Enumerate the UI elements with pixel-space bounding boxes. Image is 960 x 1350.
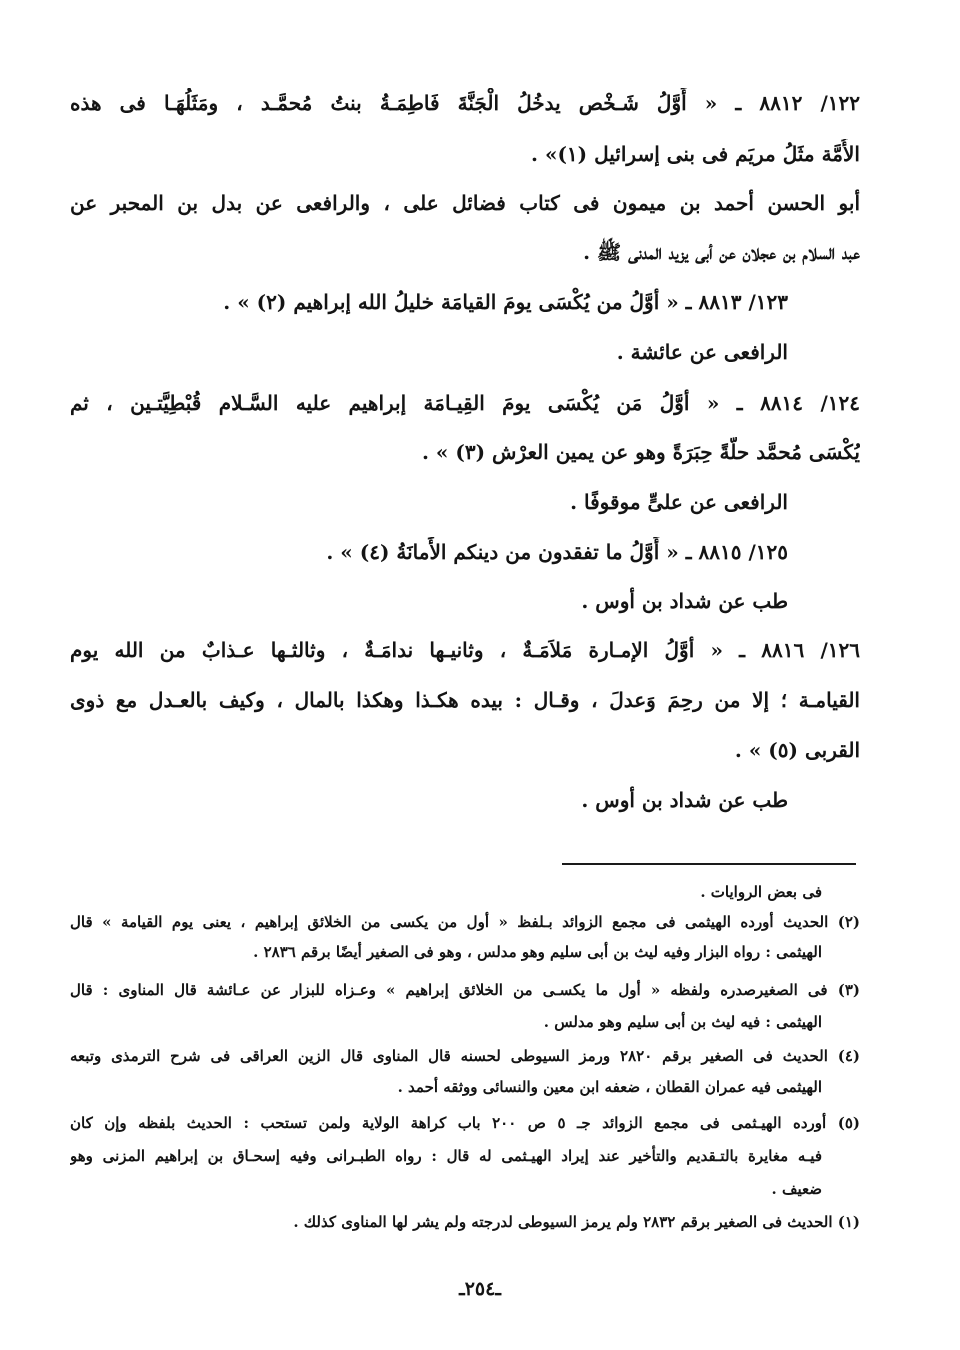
footnote-3-line-2: الهيثمى : فيه ليث بن أبى سليم وهو مدلس . (543, 1013, 822, 1031)
footnote-1: (١) الحديث فى الصغير برقم ٢٨٣٢ ولم يرمز السيوطى لدرجته ولم يشر لها المناوى كذلك . (293, 1213, 860, 1231)
footnote-separator (562, 863, 856, 865)
hadith-122-line-2: الأُمَّة مثَلُ مريَم فى بنى إسرائيل (١)» . (531, 142, 860, 166)
source-122-line-2: عبد السلام بن عجلان عن أبى يزيد المدنى ﷺ . (583, 240, 860, 264)
source-126: طب عن شداد بن أوس . (581, 788, 788, 812)
footnote-3-line-1: (٣) فى الصغيرصدره ولفظه « أول ما يكسـى من الخلائق إبراهيم » وعـزاه للبزار عن عـائشة قال المناوى : قال (70, 981, 860, 999)
hadith-126-line-2: القيامـة ؛ إلا من رحِمَ وَعدلَ ، وقـال : بيده هكـذا وهكذا بالمال ، وكيف بالعـدل مع ذوى (70, 688, 860, 712)
footnote-2-line-1: (٢) الحديث أورده الهيثمى فى مجمع الزوائد بـلفظ « أول من يكسى من الخلائق إبراهيم ، يعنى يوم القيامة » قال (70, 913, 860, 931)
source-125: طب عن شداد بن أوس . (581, 589, 788, 613)
hadith-125: ١٢٥/ ٨٨١٥ ـ « أَوَّلُ ما تفقدون من دينكم الأَمانَةُ (٤) » . (326, 540, 788, 564)
hadith-123: ١٢٣/ ٨٨١٣ ـ « أوَّلُ من يُكْسَى يومَ القيامَة خليلُ الله إبراهيم (٢) » . (223, 290, 788, 314)
hadith-122-line-1: ١٢٢/ ٨٨١٢ ـ « أَوَّلُ شَـخْص يدخُلُ الْجَنَّةَ فَاطِمَـةُ بنتُ مُحمَّـد ، ومَثَلُهَـا فى هذه (70, 91, 860, 115)
footnote-4-line-1: (٤) الحديث فى الصغير برقم ٢٨٢٠ ورمز السيوطى لحسنه قال المناوى قال الزين العراقى فى شرح الترمذى وتبعه (70, 1047, 860, 1065)
footnote-5-line-3: ضعيف . (771, 1180, 822, 1198)
page-number: ـ٢٥٤ـ (459, 1278, 501, 1300)
hadith-124-line-2: يُكْسَى مُحمَّد حلَّةً حِبَرَةً وهو عن يمين العرْش (٣) » . (421, 440, 860, 464)
footnote-2-line-2: الهيثمى : رواه البزار وفيه ليث بن أبى سليم وهو مدلس ، وهو فى الصغير أيضًا برقم ٢٨٣٦ . (253, 943, 822, 961)
footnote-5-line-2: فيـه مغايرة بالتـقديم والتأخير عند إيراد الهيـثمى له قال : رواه الطبـرانى وفيه إسحـاق بن إبراهيم المزنى وهو (70, 1147, 822, 1165)
source-123: الرافعى عن عائشة . (616, 340, 788, 364)
source-124: الرافعى عن علىٍّ موقوفًا . (570, 490, 788, 514)
source-122-line-1: أبو الحسن أحمد بن ميمون فى كتاب فضائل على ، والرافعى عن بدل بن المحبر عن (70, 191, 860, 215)
hadith-126-line-1: ١٢٦/ ٨٨١٦ ـ « أوَّلُ الإمـارة مَلاَمَـةٌ ، وثانيـها ندامَـةٌ ، وثالثـها عـذابٌ من الله يوم (70, 638, 860, 662)
footnote-4-line-2: الهيثمى فيه عمران القطان ، ضعفه ابن معين والنسائى ووثقه أحمد . (397, 1078, 822, 1096)
footnote-5-line-1: (٥) أورده الهيـثمى فى مجمع الزوائد جـ ٥ ص ٢٠٠ باب كراهة الولاية ولمن تستحب : الحديث بلفظه وإن كان (70, 1114, 860, 1132)
hadith-124-line-1: ١٢٤/ ٨٨١٤ ـ « أوَّلُ مَن يُكْسَى يومَ القِيـامَة إبراهيم عليه السَّـلام قُبْطِيَّتـين ، ثم (70, 391, 860, 415)
footnote-1-continuation: فى بعض الروايات . (700, 883, 822, 901)
hadith-126-line-3: القربى (٥) » . (734, 738, 860, 762)
